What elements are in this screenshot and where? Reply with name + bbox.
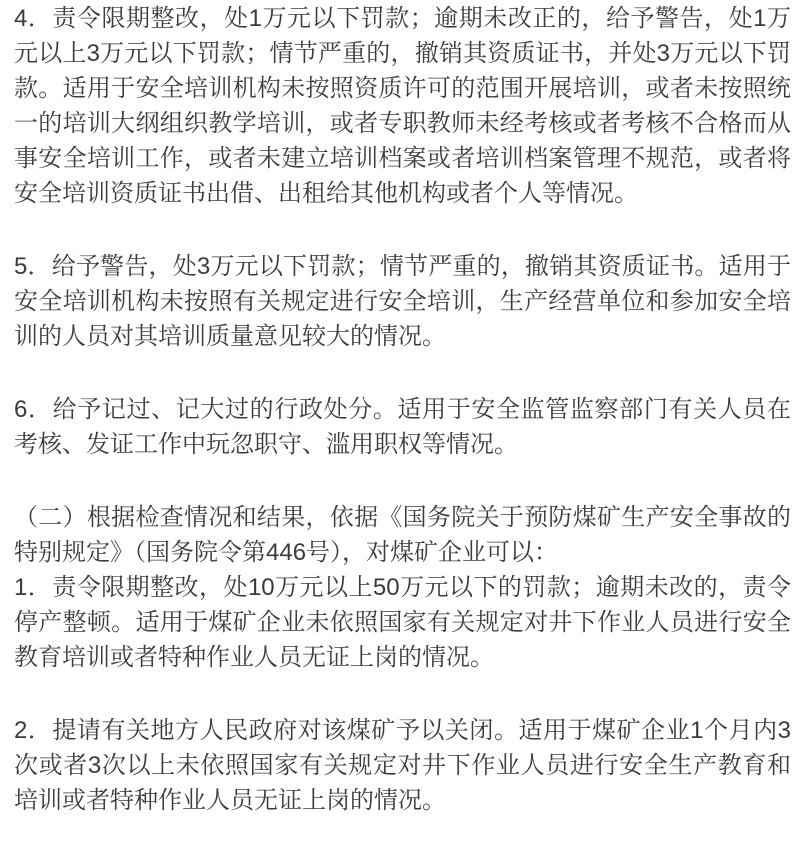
- paragraph-section-2-heading: （二）根据检查情况和结果，依据《国务院关于预防煤矿生产安全事故的特别规定》（国务院令第446号），对煤矿企业可以：: [14, 504, 791, 566]
- paragraph-item-6: 6．给予记过、记大过的行政处分。适用于安全监管监察部门有关人员在考核、发证工作中玩忽职守、滥用职权等情况。: [14, 396, 791, 458]
- paragraph-item-4: 4．责令限期整改，处1万元以下罚款；逾期未改正的，给予警告，处1万元以上3万元以下罚款；情节严重的，撤销其资质证书，并处3万元以下罚款。适用于安全培训机构未按照资质许可的范围开展培训，或者未按照统一的培训大纲组织教学培训，或者专职教师未经考核或者考核不合格而从事安全培训工作，或者未建立培训档案或者培训档案管理不规范，或者将安全培训资质证书出借、出租给其他机构或者个人等情况。: [14, 5, 791, 207]
- paragraph-section-2-item-2: 2．提请有关地方人民政府对该煤矿予以关闭。适用于煤矿企业1个月内3次或者3次以上未依照国家有关规定对井下作业人员进行安全生产教育和培训或者特种作业人员无证上岗的情况。: [14, 717, 791, 814]
- paragraph-section-2-item-1: 1．责令限期整改，处10万元以上50万元以下的罚款；逾期未改的，责令停产整顿。适用于煤矿企业未依照国家有关规定对井下作业人员进行安全教育培训或者特种作业人员无证上岗的情况。: [14, 574, 791, 671]
- paragraph-item-5: 5．给予警告，处3万元以下罚款；情节严重的，撤销其资质证书。适用于安全培训机构未按照有关规定进行安全培训，生产经营单位和参加安全培训的人员对其培训质量意见较大的情况。: [14, 253, 791, 350]
